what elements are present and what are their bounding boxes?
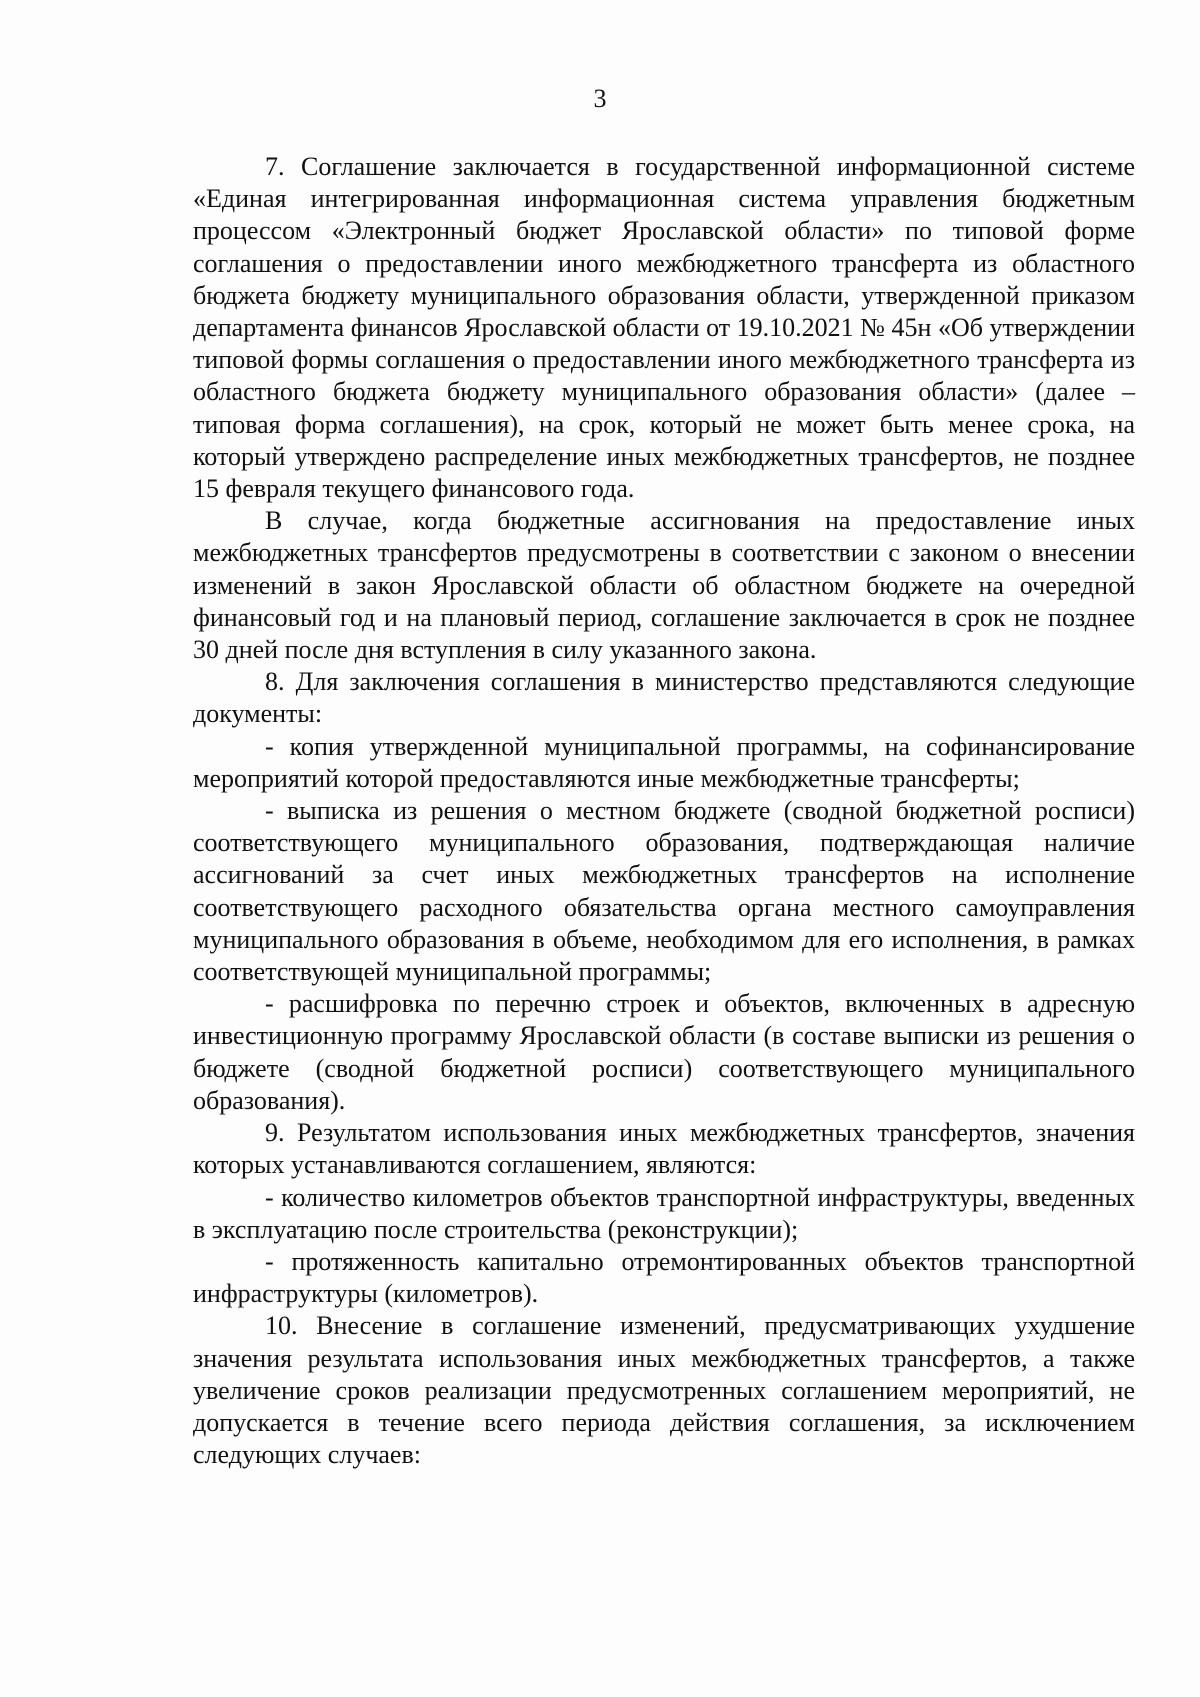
paragraph-9: 9. Результатом использования иных межбюджетных трансфертов, значения которых устанавливаются соглашением, являются: [193, 1118, 1135, 1180]
paragraph-8-item-2: - выписка из решения о местном бюджете (сводной бюджетной росписи) соответствующего муниципального образования, подтверждающая наличие ассигнований за счет иных межбюджетных трансфертов на исполнение соответствующего расходного обязательства органа местного самоуправления муниципального образования в объеме, необходимом для его исполнения, в рамках соответствующей муниципальной программы; [193, 796, 1135, 987]
page-number: 3 [593, 84, 607, 113]
document-body [193, 151, 1135, 1471]
paragraph-7-case: В случае, когда бюджетные ассигнования на предоставление иных межбюджетных трансфертов предусмотрены в соответствии с законом о внесении изменений в закон Ярославской области об областном бюджете на очередной финансовый год и на плановый период, соглашение заключается в срок не позднее 30 дней после дня вступления в силу указанного закона. [193, 506, 1135, 665]
paragraph-8: 8. Для заключения соглашения в министерство представляются следующие документы: [193, 667, 1135, 729]
paragraph-9-item-1: - количество километров объектов транспортной инфраструктуры, введенных в эксплуатацию после строительства (реконструкции); [193, 1182, 1135, 1244]
paragraph-10: 10. Внесение в соглашение изменений, предусматривающих ухудшение значения результата использования иных межбюджетных трансфертов, а также увеличение сроков реализации предусмотренных соглашением мероприятий, не допускается в течение всего периода действия соглашения, за исключением следующих случаев: [193, 1311, 1135, 1470]
paragraph-9-item-2: - протяженность капитально отремонтированных объектов транспортной инфраструктуры (километров). [193, 1246, 1135, 1309]
paragraph-8-item-1: - копия утвержденной муниципальной программы, на софинансирование мероприятий которой предоставляются иные межбюджетные трансферты; [193, 731, 1135, 793]
paragraph-7: 7. Соглашение заключается в государственной информационной системе «Единая интегрированная информационная система управления бюджетным процессом «Электронный бюджет Ярославской области» по типовой форме соглашения о предоставлении иного межбюджетного трансферта из областного бюджета бюджету муниципального образования области, утвержденной приказом департамента финансов Ярославской области от 19.10.2021 № 45н «Об утверждении типовой формы соглашения о предоставлении иного межбюджетного трансферта из областного бюджета бюджету муниципального образования области» (далее – типовая форма соглашения), на срок, который не может быть менее срока, на который утверждено распределение иных межбюджетных трансфертов, не позднее 15 февраля текущего финансового года. [193, 152, 1135, 504]
paragraph-8-item-3: - расшифровка по перечню строек и объектов, включенных в адресную инвестиционную программу Ярославской области (в составе выписки из решения о бюджете (сводной бюджетной росписи) соответствующего муниципального образования). [193, 989, 1135, 1115]
